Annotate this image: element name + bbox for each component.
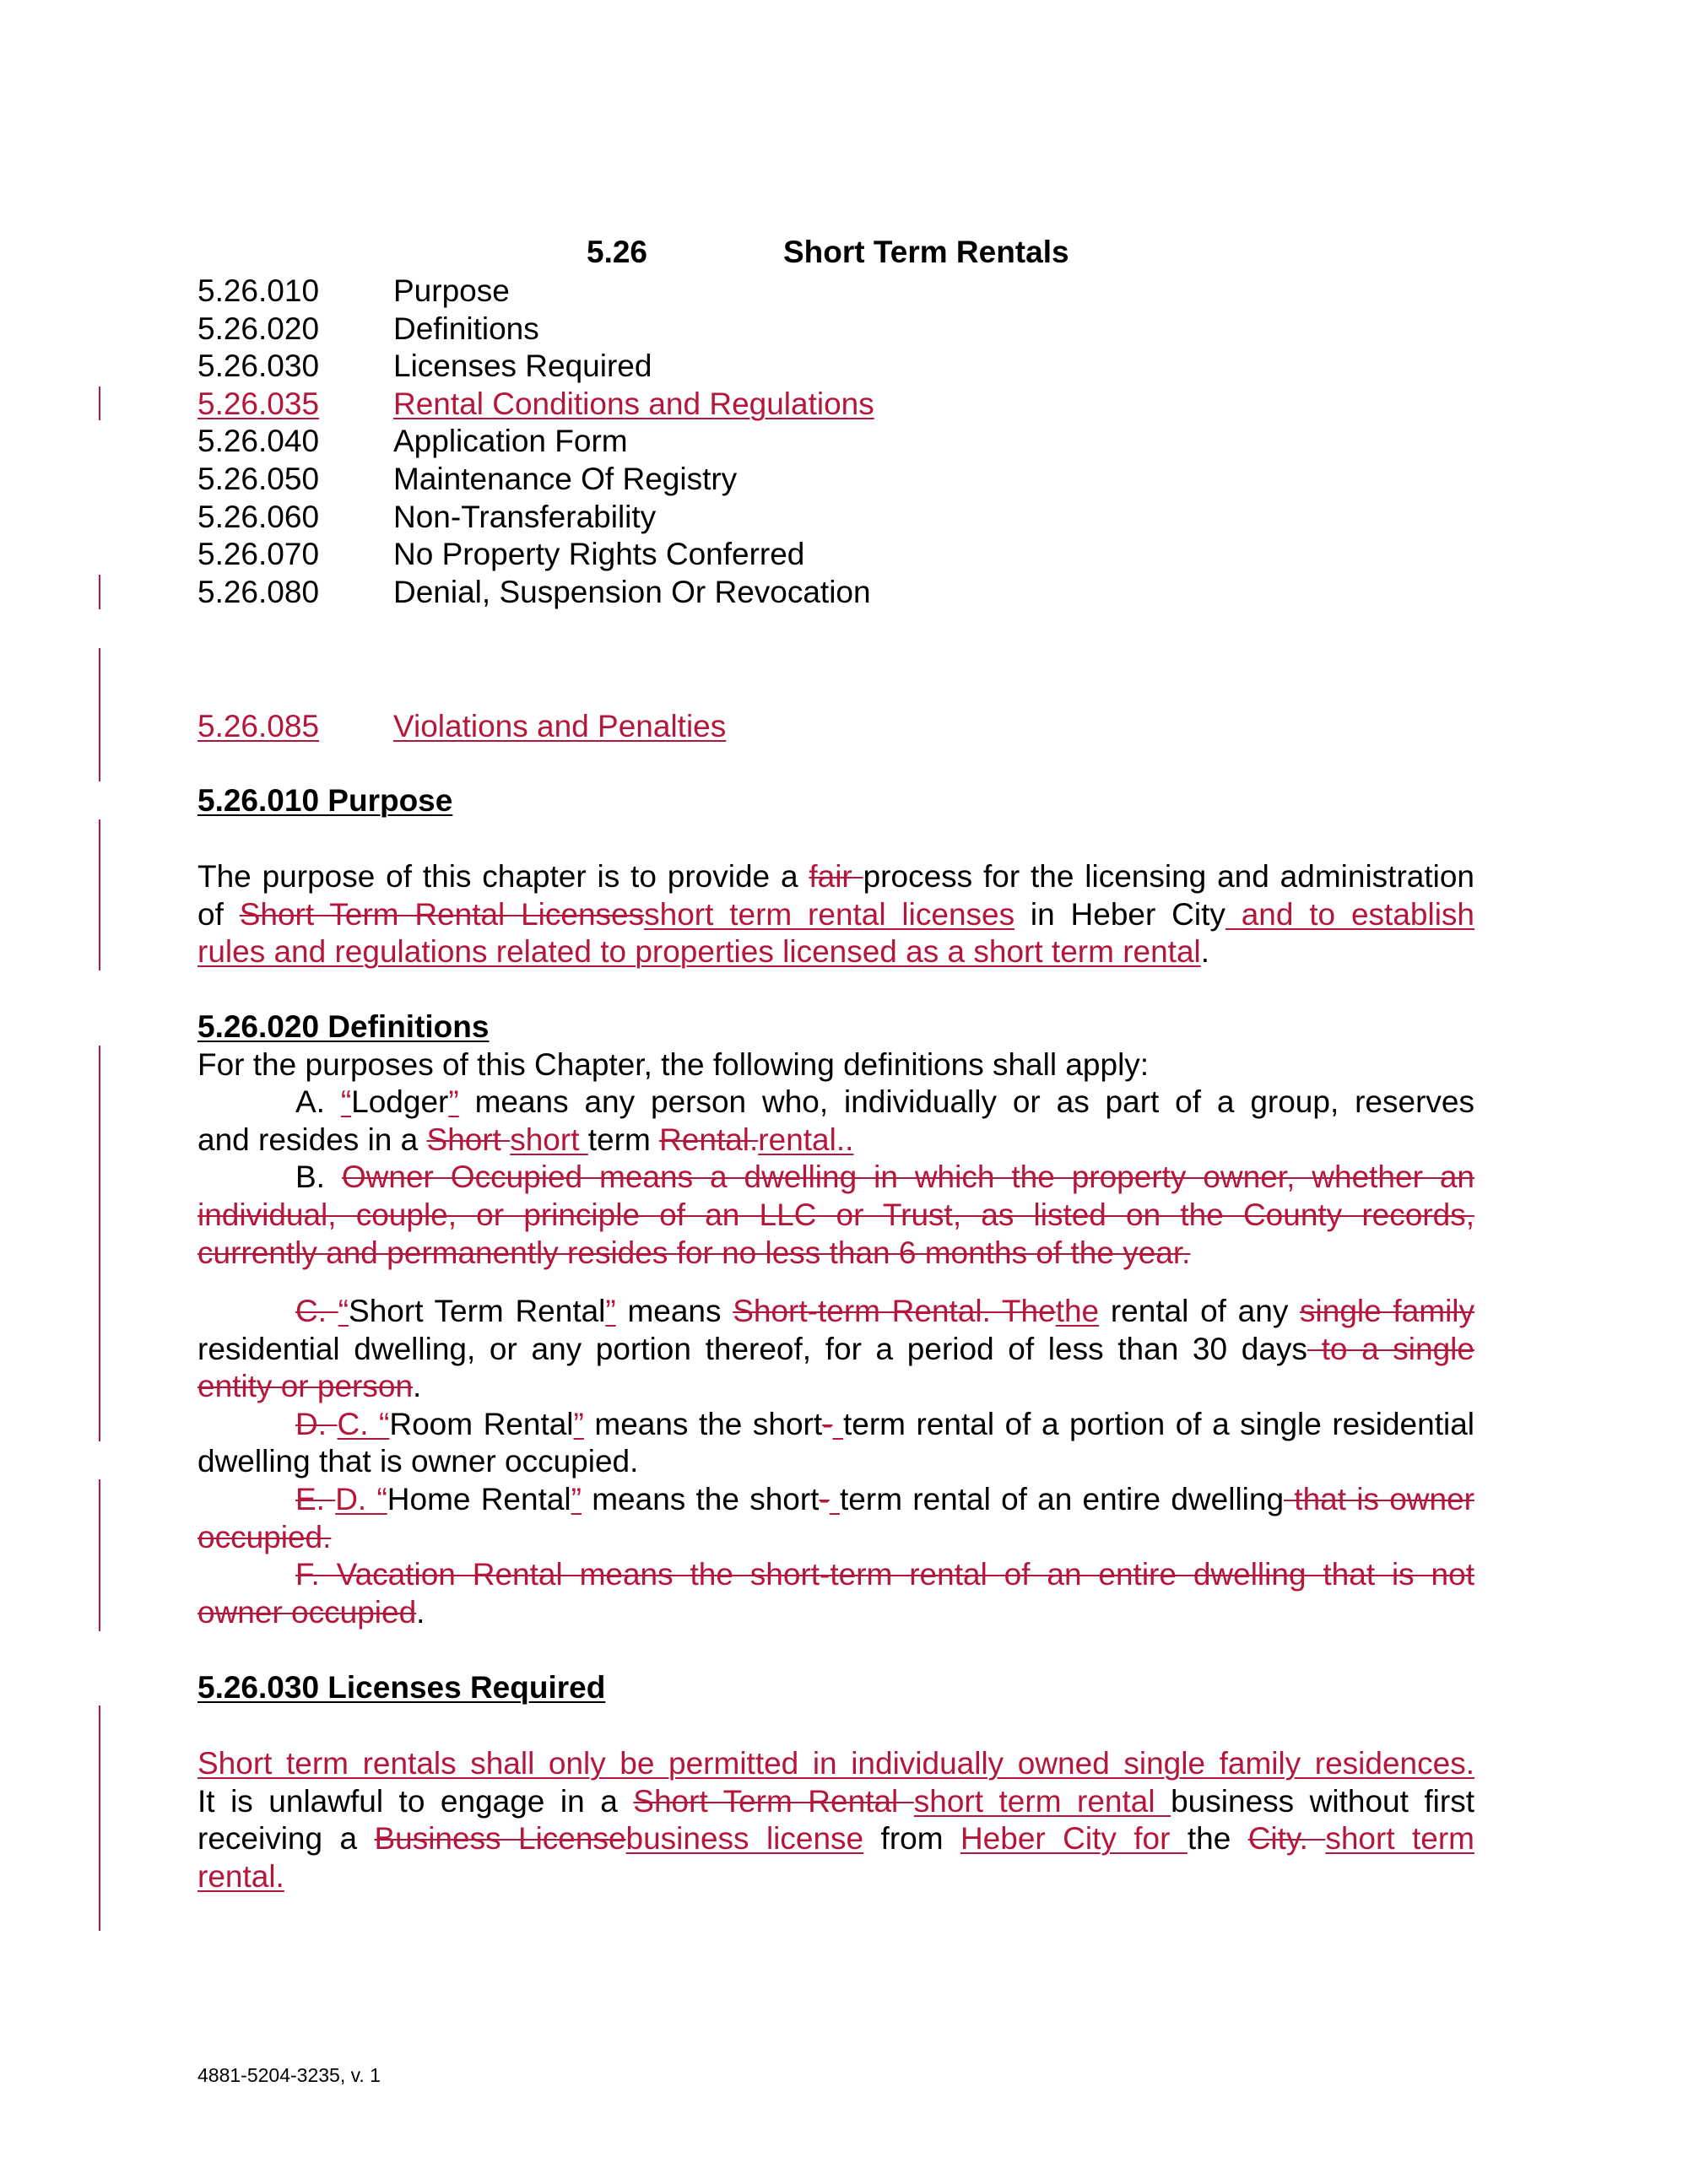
inserted-text: short term rental bbox=[913, 1783, 1171, 1819]
text-run: For the purposes of this Chapter, the following definitions shall apply: bbox=[197, 1046, 1150, 1082]
text-run: term bbox=[587, 1122, 660, 1157]
toc-number: 5.26.080 bbox=[197, 574, 320, 609]
inserted-text: ” bbox=[448, 1084, 459, 1120]
deleted-text: C. bbox=[295, 1294, 338, 1328]
text-run: rental of any bbox=[1099, 1294, 1301, 1328]
deleted-text: Short bbox=[426, 1122, 511, 1157]
deleted-text: individual, couple, or principle of an LLC or Trust, as listed on the County records, bbox=[197, 1197, 1474, 1232]
deleted-text: Rental. bbox=[659, 1122, 759, 1157]
deleted-text: F. Vacation Rental means the short-term rental of an entire dwelling that is not bbox=[295, 1557, 1474, 1592]
deleted-text: - bbox=[819, 1481, 830, 1516]
text-run: Home Rental bbox=[387, 1481, 571, 1516]
text-line bbox=[197, 1293, 1474, 1331]
toc-title: No Property Rights Conferred bbox=[393, 537, 805, 572]
inserted-text: rental.. bbox=[758, 1122, 854, 1157]
deleted-text: single family bbox=[1300, 1294, 1475, 1328]
inserted-text: short bbox=[510, 1122, 588, 1157]
inserted-text: D. “ bbox=[335, 1481, 387, 1516]
text-run: Short Term Rental bbox=[349, 1294, 606, 1328]
inserted-text: and to establish bbox=[1225, 896, 1474, 932]
toc-number: 5.26.070 bbox=[197, 537, 320, 572]
text-line bbox=[197, 1556, 1474, 1594]
inserted-text: C. “ bbox=[337, 1406, 390, 1441]
deleted-text: Short Term Rental bbox=[633, 1783, 914, 1819]
deleted-text: - bbox=[822, 1406, 833, 1441]
deleted-text: owner occupied bbox=[197, 1594, 417, 1630]
text-run: means bbox=[615, 1294, 733, 1328]
change-bar bbox=[99, 1046, 100, 1441]
licenses-paragraph bbox=[197, 1745, 1474, 1895]
deleted-text: D. bbox=[295, 1406, 338, 1441]
text-run: Room Rental bbox=[389, 1406, 574, 1441]
deleted-text: Short-term Rental. The bbox=[733, 1294, 1056, 1328]
text-line bbox=[197, 1368, 1474, 1406]
toc-number: 5.26.040 bbox=[197, 424, 320, 459]
text-run: The purpose of this chapter is to provide a bbox=[197, 859, 809, 894]
text-line bbox=[197, 1745, 1474, 1783]
text-run: receiving a bbox=[197, 1821, 375, 1857]
text-line bbox=[197, 1235, 1474, 1273]
toc-number: 5.26.085 bbox=[197, 709, 320, 743]
deleted-text: entity or person bbox=[197, 1369, 414, 1404]
text-line bbox=[197, 1481, 1474, 1519]
toc-title: Definitions bbox=[393, 311, 539, 346]
change-bar bbox=[99, 648, 100, 781]
toc-number: 5.26.010 bbox=[197, 273, 320, 308]
deleted-text: Short Term Rental Licenses bbox=[239, 896, 645, 932]
text-run: from bbox=[863, 1821, 960, 1857]
inserted-text: ” bbox=[571, 1481, 582, 1516]
definitions-part-2 bbox=[197, 1293, 1474, 1631]
text-run: B. bbox=[295, 1160, 342, 1195]
text-run: the bbox=[1187, 1821, 1248, 1857]
text-run: means the short bbox=[583, 1406, 823, 1441]
text-line bbox=[197, 1084, 1474, 1122]
text-line bbox=[197, 1331, 1474, 1369]
text-line bbox=[197, 1159, 1474, 1197]
definitions-part-1 bbox=[197, 1046, 1474, 1273]
text-run: means any person who, individually or as part of a group, reserves bbox=[458, 1084, 1474, 1120]
inserted-text: business license bbox=[625, 1821, 864, 1857]
change-bar bbox=[99, 1479, 100, 1631]
text-run: . bbox=[1200, 934, 1210, 970]
chapter-title: Short Term Rentals bbox=[783, 235, 1069, 269]
purpose-paragraph bbox=[197, 858, 1474, 971]
inserted-text: Heber City for bbox=[960, 1821, 1188, 1857]
text-line bbox=[197, 858, 1474, 896]
text-line bbox=[197, 896, 1474, 934]
text-run: Lodger bbox=[351, 1084, 449, 1120]
section-licenses bbox=[197, 1669, 1474, 1707]
toc-number: 5.26.020 bbox=[197, 311, 320, 346]
inserted-text: Short term rentals shall only be permitted in individually owned single family residences. bbox=[197, 1746, 1474, 1781]
text-run: A. bbox=[295, 1084, 341, 1120]
text-line bbox=[197, 1783, 1474, 1821]
text-line bbox=[197, 1406, 1474, 1444]
text-run: business without first bbox=[1171, 1783, 1474, 1819]
change-bar bbox=[99, 819, 100, 970]
section-heading: 5.26.010 Purpose bbox=[197, 783, 453, 818]
text-run: means the short bbox=[581, 1481, 820, 1516]
text-line bbox=[197, 1197, 1474, 1235]
deleted-text: Business License bbox=[374, 1821, 626, 1857]
text-run: . bbox=[416, 1594, 425, 1630]
toc-title: Application Form bbox=[393, 424, 628, 459]
change-bar bbox=[99, 387, 100, 420]
section-heading: 5.26.030 Licenses Required bbox=[197, 1670, 606, 1705]
inserted-text: “ bbox=[340, 1084, 352, 1120]
change-bar bbox=[99, 575, 100, 609]
inserted-text: rules and regulations related to properties licensed as a short term rental bbox=[197, 934, 1201, 970]
text-line bbox=[197, 933, 1474, 971]
chapter-number: 5.26 bbox=[587, 235, 648, 269]
inserted-text: short term rental licenses bbox=[644, 896, 1015, 932]
text-run: . bbox=[413, 1369, 422, 1404]
text-line bbox=[197, 1858, 1474, 1896]
text-run: process for the licensing and administration bbox=[863, 859, 1474, 894]
section-definitions bbox=[197, 1008, 1474, 1272]
inserted-text: “ bbox=[338, 1294, 349, 1328]
text-line bbox=[197, 1046, 1474, 1084]
deleted-text: E. bbox=[295, 1481, 336, 1516]
text-run: and resides in a bbox=[197, 1122, 427, 1157]
deleted-text: City. bbox=[1247, 1821, 1326, 1857]
inserted-text bbox=[832, 1407, 843, 1441]
text-run: term rental of a portion of a single residential bbox=[843, 1406, 1474, 1441]
toc-title: Licenses Required bbox=[393, 349, 652, 384]
deleted-text: fair bbox=[809, 859, 863, 894]
toc-number: 5.26.030 bbox=[197, 349, 320, 384]
toc-title: Denial, Suspension Or Revocation bbox=[393, 574, 871, 609]
inserted-text: ” bbox=[573, 1406, 584, 1441]
deleted-text: currently and permanently resides for no less than 6 months of the year. bbox=[197, 1235, 1191, 1270]
section-heading: 5.26.020 Definitions bbox=[197, 1009, 490, 1044]
inserted-text bbox=[830, 1482, 840, 1516]
inserted-text: the bbox=[1055, 1294, 1100, 1328]
text-line bbox=[197, 1443, 1474, 1481]
text-line bbox=[197, 1519, 1474, 1557]
text-run: residential dwelling, or any portion thereof, for a period of less than 30 days bbox=[197, 1331, 1307, 1366]
deleted-text: Owner Occupied means a dwelling in which the property owner, whether an bbox=[341, 1160, 1474, 1195]
change-bar bbox=[99, 1706, 100, 1931]
toc-title: Purpose bbox=[393, 273, 510, 308]
inserted-text: short term bbox=[1325, 1821, 1475, 1857]
toc-number: 5.26.050 bbox=[197, 462, 320, 496]
text-run: dwelling that is owner occupied. bbox=[197, 1444, 639, 1479]
toc-title: Maintenance Of Registry bbox=[393, 462, 738, 496]
deleted-text: occupied. bbox=[197, 1519, 332, 1554]
deleted-text: to a single bbox=[1307, 1331, 1474, 1366]
text-run: term rental of an entire dwelling bbox=[840, 1481, 1285, 1516]
toc-title: Violations and Penalties bbox=[393, 709, 727, 743]
inserted-text: rental. bbox=[197, 1858, 284, 1894]
text-line bbox=[197, 1594, 1474, 1632]
text-line bbox=[197, 1122, 1474, 1160]
toc-title: Non-Transferability bbox=[393, 499, 657, 534]
toc-title: Rental Conditions and Regulations bbox=[393, 386, 874, 421]
text-line bbox=[197, 1820, 1474, 1858]
deleted-text: that is owner bbox=[1284, 1481, 1474, 1516]
toc-number: 5.26.060 bbox=[197, 499, 320, 534]
toc-number: 5.26.035 bbox=[197, 386, 320, 421]
inserted-text: ” bbox=[605, 1294, 616, 1328]
text-run: in Heber City bbox=[1014, 896, 1225, 932]
text-run: It is unlawful to engage in a bbox=[197, 1783, 634, 1819]
document-footer-id: 4881-5204-3235, v. 1 bbox=[197, 2064, 381, 2086]
text-run: of bbox=[197, 896, 240, 932]
section-purpose bbox=[197, 782, 1474, 820]
